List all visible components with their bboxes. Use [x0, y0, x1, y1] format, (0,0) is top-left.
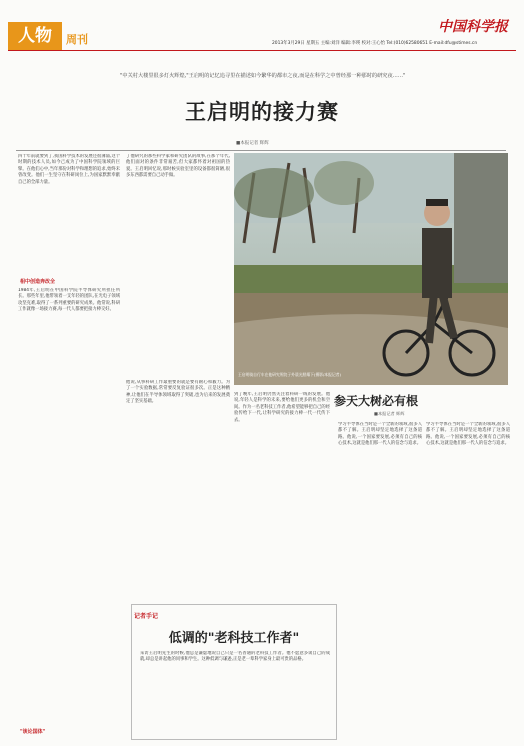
- box-title: 低调的"老科技工作者": [168, 631, 300, 646]
- section-subtitle: 周刊: [66, 33, 88, 46]
- sidebar-title: 参天大树必有根: [334, 394, 419, 408]
- body-text-col2a: 了他研究的那些科学家和研究团队的故事,在那个年代,他们面对的条件非常艰苦,但大家都怀着对祖国的热爱。王启明回忆说,那时候实验室里的设备都很简陋,很多东西都需要自己动手做。: [126, 154, 230, 179]
- body-text-col3: 到了晚年,王启明仍然关注着科研一线的发展。他说,年轻人是科学的未来,要给他们更多的机会和空间。作为一名老科技工作者,他希望能够把自己的经验传给下一代,让科学研究的接力棒一代一代传下去。: [234, 392, 330, 423]
- byline: ■本报记者 辉辉: [236, 141, 269, 146]
- box-tag: 记者手记: [134, 613, 159, 620]
- section-head-1: 相中创造奔改全: [20, 279, 56, 285]
- sidebar-byline: ■本报记者 辉辉: [374, 411, 405, 416]
- body-text-col4a: 学习半导体在当时是一个全新的领域,很多人都不了解。王启明却坚定地选择了这条道路。他说,一个国家要发展,必须有自己的核心技术,这就是他们那一代人的信念与追求。: [338, 422, 422, 447]
- photo-caption: 王启明骑自行车在他研究所院子外晨光照耀下(摄影/本报记者): [238, 372, 341, 377]
- section-head-2: "谈论国体": [20, 729, 46, 735]
- header-info: 2013年3月29日 星期五 主编:刘洋 编辑:李瑛 校对:王心怡 Tel:(010)62580651 E-mail:dfu@stimes.cn: [272, 41, 478, 46]
- newspaper-logo: 中国科学报: [438, 19, 508, 35]
- divider: [16, 150, 506, 151]
- body-text-col1a: 四十年前就要到了,我国科学技术的发展还很薄弱,这个时期的技术人员,如今己成为了中国科学院领域的巨擘。在他们心中,当年那份对科学和理想的追求,始终未曾改变。他们一生坚守在科研岗位上,为国家默默奉献自己的全部力量。: [18, 154, 120, 185]
- body-text-col1b: 1984年,王启明在中国科学院半导体研究所担任所长。那些年里,他带领着一支年轻的团队,在光电子领域攻坚克难,取得了一系列重要的研究成果。他常说,科研工作就像一场接力赛,每一代人都要把接力棒交好。: [18, 288, 120, 313]
- body-text-col4b: 学习半导体在当时是一个全新的领域,很多人都不了解。王启明却坚定地选择了这条道路。他说,一个国家要发展,必须有自己的核心技术,这就是他们那一代人的信念与追求。: [426, 422, 510, 447]
- headline: 王启明的接力赛: [185, 100, 339, 124]
- header-rule: [8, 50, 516, 51]
- reporter-note-box: [131, 604, 337, 740]
- section-tab: 人物: [8, 22, 62, 50]
- box-text: 采访王启明先生的时候,他总是谦虚地说自己只是一名普通的老科技工作者。他不愿意多谈自己的成就,却总是讲起他的同事和学生。这种低调与谦逊,正是老一辈科学家身上最可贵的品格。: [140, 651, 330, 663]
- body-text-col2b: 他说,从事科研工作最重要的就是要有耐心和毅力。为了一个实验数据,常常要反复验证很多次。正是这种精神,让他们在半导体领域取得了突破,也为后来的发展奠定了坚实基础。: [126, 380, 230, 405]
- lead-quote: "中关村大楼里很多灯火辉煌,"王启明的记忆追寻里在描述如今繁华的都市之夜,而是在科学之中曾经那一种那时的研究夜……": [120, 73, 406, 79]
- photo-man-on-bicycle: [234, 153, 508, 385]
